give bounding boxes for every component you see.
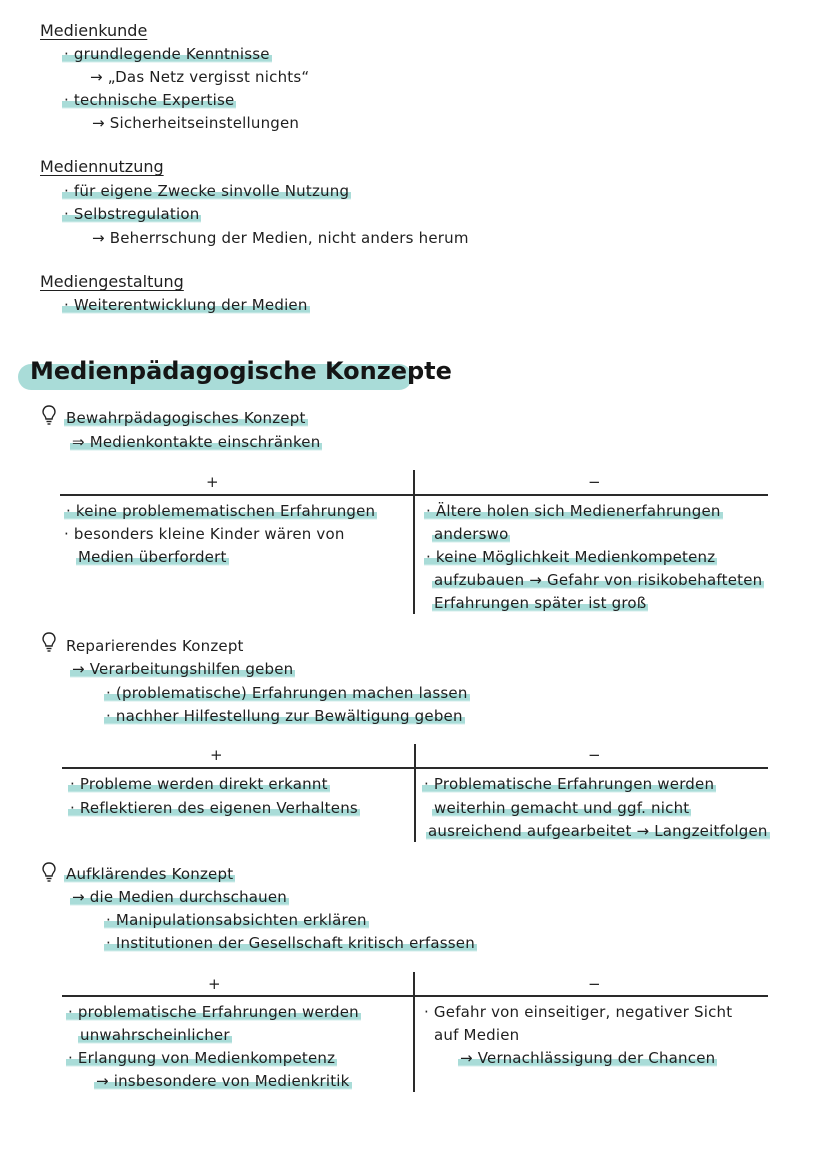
pros-header: + (206, 473, 219, 491)
cons-item: → Vernachlässigung der Chancen (460, 1049, 716, 1067)
pros-item: Medien überfordert (78, 548, 227, 566)
cons-item: aufzubauen → Gefahr von risikobehafteten (434, 571, 763, 589)
section-line: → Sicherheitseinstellungen (92, 114, 300, 132)
pros-item: → insbesondere von Medienkritik (96, 1072, 350, 1090)
concept-line: → Verarbeitungshilfen geben (72, 660, 294, 678)
cons-item: · Problematische Erfahrungen werden (424, 775, 715, 793)
page-title: Medienpädagogische Konzepte (30, 357, 452, 385)
cons-item: weiterhin gemacht und ggf. nicht (434, 799, 690, 817)
main-title (18, 354, 452, 388)
cons-header: − (588, 473, 601, 491)
cons-item: Erfahrungen später ist groß (434, 594, 647, 612)
table-column-divider (413, 470, 415, 614)
section-line: → Beherrschung der Medien, nicht anders herum (92, 229, 469, 247)
concept-line: · nachher Hilfestellung zur Bewältigung geben (106, 707, 463, 725)
section-heading-mediengestaltung: Mediengestaltung (40, 272, 184, 291)
concept-line: · Institutionen der Gesellschaft kritisch erfassen (106, 934, 475, 952)
concept-line: → die Medien durchschauen (72, 888, 288, 906)
cons-item: · keine Möglichkeit Medienkompetenz (426, 548, 716, 566)
cons-item: · Gefahr von einseitiger, negativer Sicht (424, 1003, 733, 1021)
cons-item: ausreichend aufgearbeitet → Langzeitfolgen (428, 822, 768, 840)
pros-item: · besonders kleine Kinder wären von (64, 525, 345, 543)
cons-item: anderswo (434, 525, 509, 543)
section-line: · technische Expertise (64, 91, 235, 109)
concept-line: · (problematische) Erfahrungen machen lassen (106, 684, 468, 702)
cons-item: auf Medien (434, 1026, 520, 1044)
table-column-divider (414, 744, 416, 842)
pros-header: + (210, 746, 223, 764)
section-line: · für eigene Zwecke sinvolle Nutzung (64, 182, 350, 200)
pros-item: · Erlangung von Medienkompetenz (68, 1049, 336, 1067)
lightbulb-icon (42, 632, 56, 652)
section-line: · Weiterentwicklung der Medien (64, 296, 308, 314)
pros-item: unwahrscheinlicher (80, 1026, 230, 1044)
concept-line: ⇒ Medienkontakte einschränken (72, 433, 321, 451)
pros-item: · keine problemematischen Erfahrungen (66, 502, 376, 520)
cons-header: − (588, 975, 601, 993)
section-line: → „Das Netz vergisst nichts“ (90, 68, 310, 86)
concept-name-reparierend: Reparierendes Konzept (66, 637, 244, 655)
lightbulb-icon (42, 405, 56, 425)
pros-item: · problematische Erfahrungen werden (68, 1003, 359, 1021)
concept-line: · Manipulationsabsichten erklären (106, 911, 367, 929)
pros-item: · Reflektieren des eigenen Verhaltens (70, 799, 358, 817)
table-divider (62, 995, 768, 997)
pros-header: + (208, 975, 221, 993)
section-heading-medienkunde: Medienkunde (40, 21, 148, 40)
section-line: · grundlegende Kenntnisse (64, 45, 270, 63)
concept-name-aufklaerend: Aufklärendes Konzept (66, 865, 234, 883)
pros-item: · Probleme werden direkt erkannt (70, 775, 328, 793)
cons-item: · Ältere holen sich Medienerfahrungen (426, 502, 721, 520)
section-line: · Selbstregulation (64, 205, 200, 223)
concept-name-bewahrpaedagogisch: Bewahrpädagogisches Konzept (66, 409, 306, 427)
lightbulb-icon (42, 862, 56, 882)
table-column-divider (413, 972, 415, 1092)
cons-header: − (588, 746, 601, 764)
section-heading-mediennutzung: Mediennutzung (40, 157, 164, 176)
